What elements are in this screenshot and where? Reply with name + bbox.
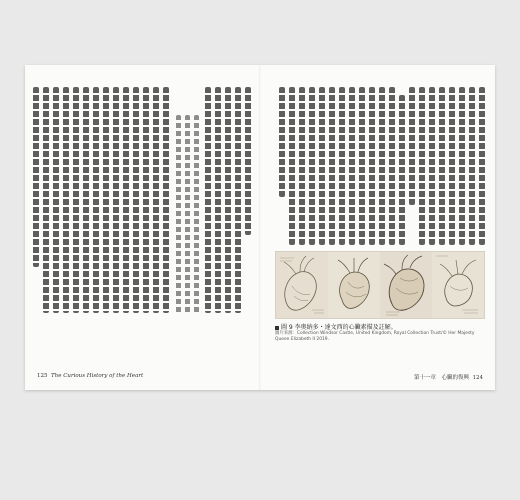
text-column (339, 87, 345, 245)
text-column (93, 87, 99, 313)
text-column (225, 87, 231, 313)
text-column (133, 87, 139, 313)
text-column (319, 87, 325, 245)
text-column (63, 87, 69, 313)
text-column (83, 87, 89, 313)
text-column (279, 87, 285, 197)
text-column (245, 87, 251, 235)
text-column (459, 87, 465, 245)
heart-sketch-drawing (276, 252, 328, 318)
text-column (103, 87, 109, 313)
left-page-number: 125 (37, 373, 48, 379)
text-column (449, 87, 455, 245)
text-column (299, 87, 305, 245)
heart-sketch-image (276, 252, 328, 318)
left-page (25, 65, 259, 390)
figure-heart-sketches (275, 251, 485, 319)
text-column (479, 87, 485, 245)
heart-sketch-drawing (432, 252, 484, 318)
text-column (439, 87, 445, 245)
text-column (369, 87, 375, 245)
text-column (53, 87, 59, 313)
text-column (33, 87, 39, 267)
book-spread (25, 65, 495, 390)
heart-sketch-drawing (328, 252, 380, 318)
figure-credit: 圖片來源：Collection Windsor Castle, United Kingdom, Royal Collection Trust/© Her Majesty Queen Elizabeth II 2019. (275, 331, 475, 342)
right-body-text (269, 87, 485, 247)
heart-sketch-image (328, 252, 380, 318)
figure-caption (275, 322, 483, 331)
right-page-number: 124 (472, 375, 483, 381)
left-body-text (31, 87, 251, 362)
text-column (153, 87, 159, 313)
text-column (43, 87, 49, 313)
left-running-head: The Curious History of the Heart (51, 373, 144, 379)
caption-square-icon (275, 326, 279, 330)
text-column (73, 87, 79, 313)
text-column (309, 87, 315, 245)
text-column (419, 87, 425, 245)
indented-quote-column (194, 115, 199, 313)
right-running-head: 第十一章 心臟的復興 (413, 375, 469, 381)
text-column (123, 87, 129, 313)
text-column (215, 87, 221, 313)
heart-sketch-drawing (380, 252, 432, 318)
text-column (349, 87, 355, 245)
text-column (409, 87, 415, 205)
heart-sketch-image (432, 252, 484, 318)
text-column (379, 87, 385, 245)
text-column (205, 87, 211, 313)
right-page (261, 65, 495, 390)
figure-caption-text: 圖 9 李奧納多・達文西的心臟素描及註解。 (281, 324, 397, 331)
indented-quote-column (185, 115, 190, 313)
text-column (163, 87, 169, 313)
text-column (429, 87, 435, 245)
right-folio (414, 373, 483, 381)
indented-quote-column (176, 115, 181, 313)
left-folio (37, 373, 143, 379)
heart-sketch-image (380, 252, 432, 318)
text-column (113, 87, 119, 313)
text-column (143, 87, 149, 313)
text-column (235, 87, 241, 313)
text-column (389, 87, 395, 245)
text-column (399, 95, 405, 245)
text-column (329, 87, 335, 245)
text-column (359, 87, 365, 245)
text-column (289, 87, 295, 245)
text-column (469, 87, 475, 245)
